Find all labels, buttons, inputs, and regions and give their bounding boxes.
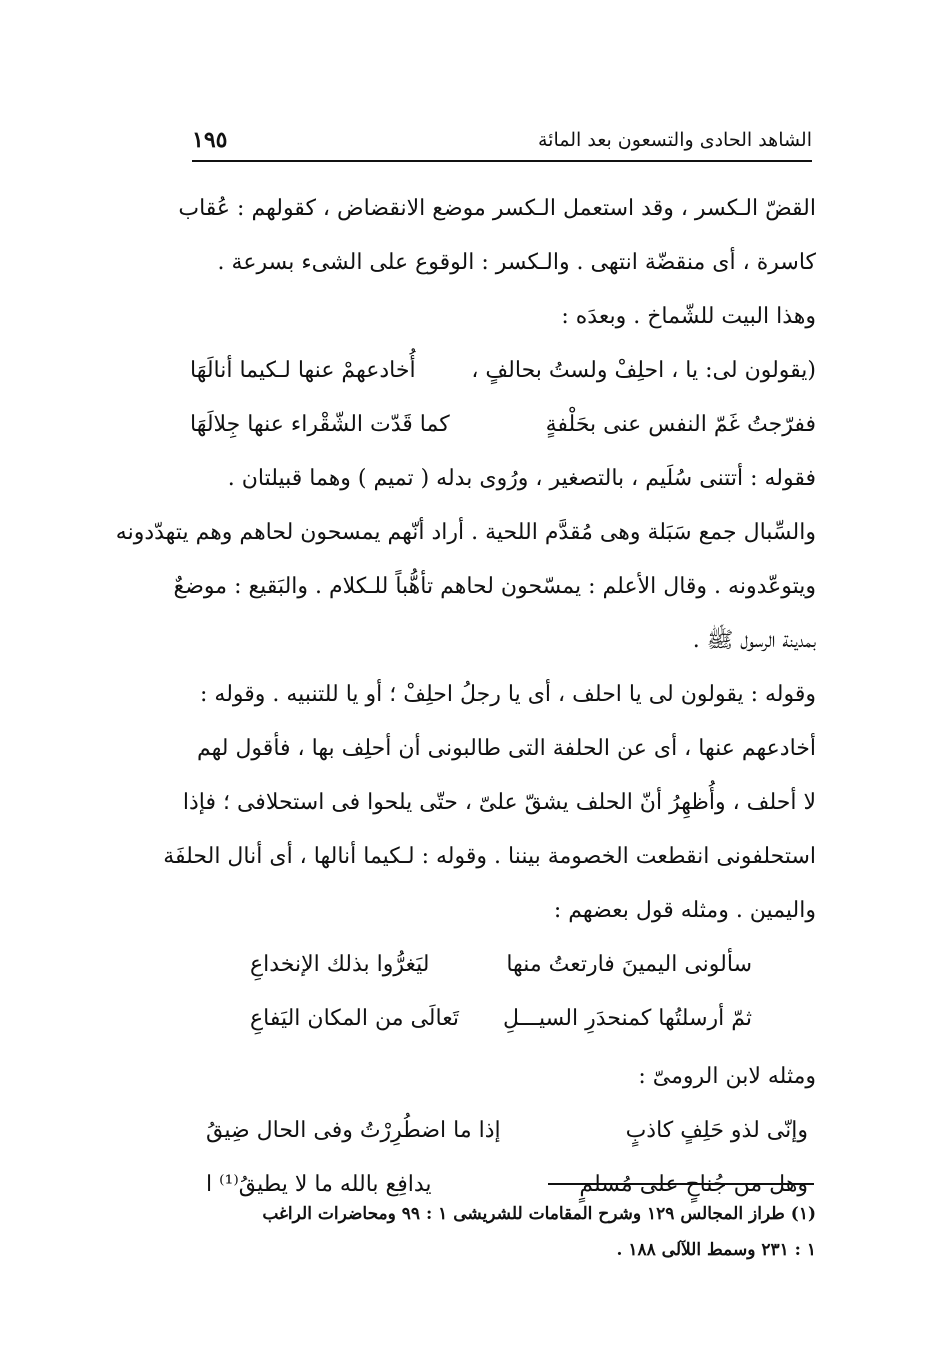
paragraph-1 — [178, 182, 816, 290]
verse-line — [190, 344, 816, 398]
text-line: ويتوعّدونه . وقال الأعلم : يمسّحون لحاهم تأهُّباً للـكلام . والبَقيع : موضعٌ — [173, 574, 816, 599]
page-body — [115, 182, 816, 1212]
footnote-line: (١) طراز المجالس ١٢٩ وشرح المقامات للشريشى ١ : ٩٩ ومحاضرات الراغب — [262, 1204, 816, 1224]
verse-second-hemistich: كما قَدّت الشّقْراء عنها جِلالَهَا — [190, 412, 450, 437]
verse-first-hemistich: ففرّجتُ غَمّ النفس عنى بحَلْفةٍ — [545, 412, 816, 437]
verse-block-2 — [190, 938, 816, 1046]
verse-first-hemistich: ثمّ أرسلتُها كمنحدَرِ السيـــلِ — [503, 1006, 752, 1031]
text-line: لا أحلف ، وأُظهِرُ أنّ الحلف يشقّ علىّ ، حتّى يلحوا فى استحلافى ؛ فإذا — [182, 790, 816, 815]
paragraph-5 — [190, 1050, 816, 1104]
verse-second-hemistich: ليَغرُّوا بذلك الإنخداعِ — [250, 952, 430, 977]
verse-line — [190, 1104, 816, 1158]
footnote-line: ١ : ٢٣١ وسمط اللآلى ١٨٨ . — [616, 1240, 816, 1260]
verse-first-hemistich: سألونى اليمينَ فارتعتُ منها — [506, 952, 752, 977]
text-line: بمدينة الرسول ﷺ . — [692, 628, 816, 653]
verse-second-hemistich: يدافِع بالله ما لا يطيقُ⁽¹⁾ ا — [206, 1172, 432, 1197]
verse-second-hemistich: إذا ما اضطُرِرْتُ وفى الحال ضِيقُ — [206, 1118, 501, 1143]
text-line: استحلفونى انقطعت الخصومة بيننا . وقوله : لـكيما أنالها ، أى أنال الحلفَة — [163, 844, 816, 869]
footnote-divider — [548, 1183, 814, 1185]
running-title: الشاهد الحادى والتسعون بعد المائة — [537, 129, 812, 151]
text-line: واليمين . ومثله قول بعضهم : — [553, 898, 816, 923]
page-number: ١٩٥ — [192, 127, 228, 153]
verse-first-hemistich: (يقولون لى: يا ، احلِفْ ولستُ بحالفٍ ، — [471, 358, 816, 383]
verse-second-hemistich: أُخادعهمْ عنها لـكيما أنالَهَا — [190, 358, 416, 383]
verse-block-1 — [190, 344, 816, 452]
verse-line — [190, 398, 816, 452]
text-line: وقوله : يقولون لى يا احلف ، أى يا رجلُ احلِفْ ؛ أو يا للتنبيه . وقوله : — [200, 682, 816, 707]
verse-first-hemistich: وهل من جُناحٍ على مُسلمٍ — [579, 1172, 808, 1197]
text-line: والسِّبال جمع سَبَلة وهى مُقدَّم اللحية . أراد أنّهم يمسحون لحاهم وهم يتهدّدونه — [115, 520, 816, 545]
verse-first-hemistich: وإنّى لذو حَلِفٍ كاذبٍ — [625, 1118, 808, 1143]
paragraph-2 — [190, 290, 816, 344]
page-header — [192, 120, 812, 162]
verse-line — [190, 938, 816, 992]
paragraph-3 — [115, 452, 816, 668]
paragraph-4 — [163, 668, 816, 938]
footnote — [190, 1196, 816, 1268]
text-line: وهذا البيت للشّماخ . وبعدَه : — [561, 304, 816, 329]
text-line: أخادعهم عنها ، أى عن الحلفة التى طالبونى أن أحلِف بها ، فأقول لهم — [196, 736, 816, 761]
text-line: ومثله لابن الرومىّ : — [638, 1064, 816, 1089]
text-line: فقوله : أتتنى سُلَيم ، بالتصغير ، ورُوى بدله ( تميم ) وهما قبيلتان . — [227, 466, 816, 491]
text-line: كاسرة ، أى منقضّة انتهى . والـكسر : الوقوع على الشىء بسرعة . — [217, 250, 816, 275]
verse-second-hemistich: تَعالَى من المكان اليَفاعِ — [250, 1006, 459, 1031]
text-line: القضّ الـكسر ، وقد استعمل الـكسر موضع الانقضاض ، كقولهم : عُقاب — [178, 196, 816, 221]
verse-line — [190, 992, 816, 1046]
